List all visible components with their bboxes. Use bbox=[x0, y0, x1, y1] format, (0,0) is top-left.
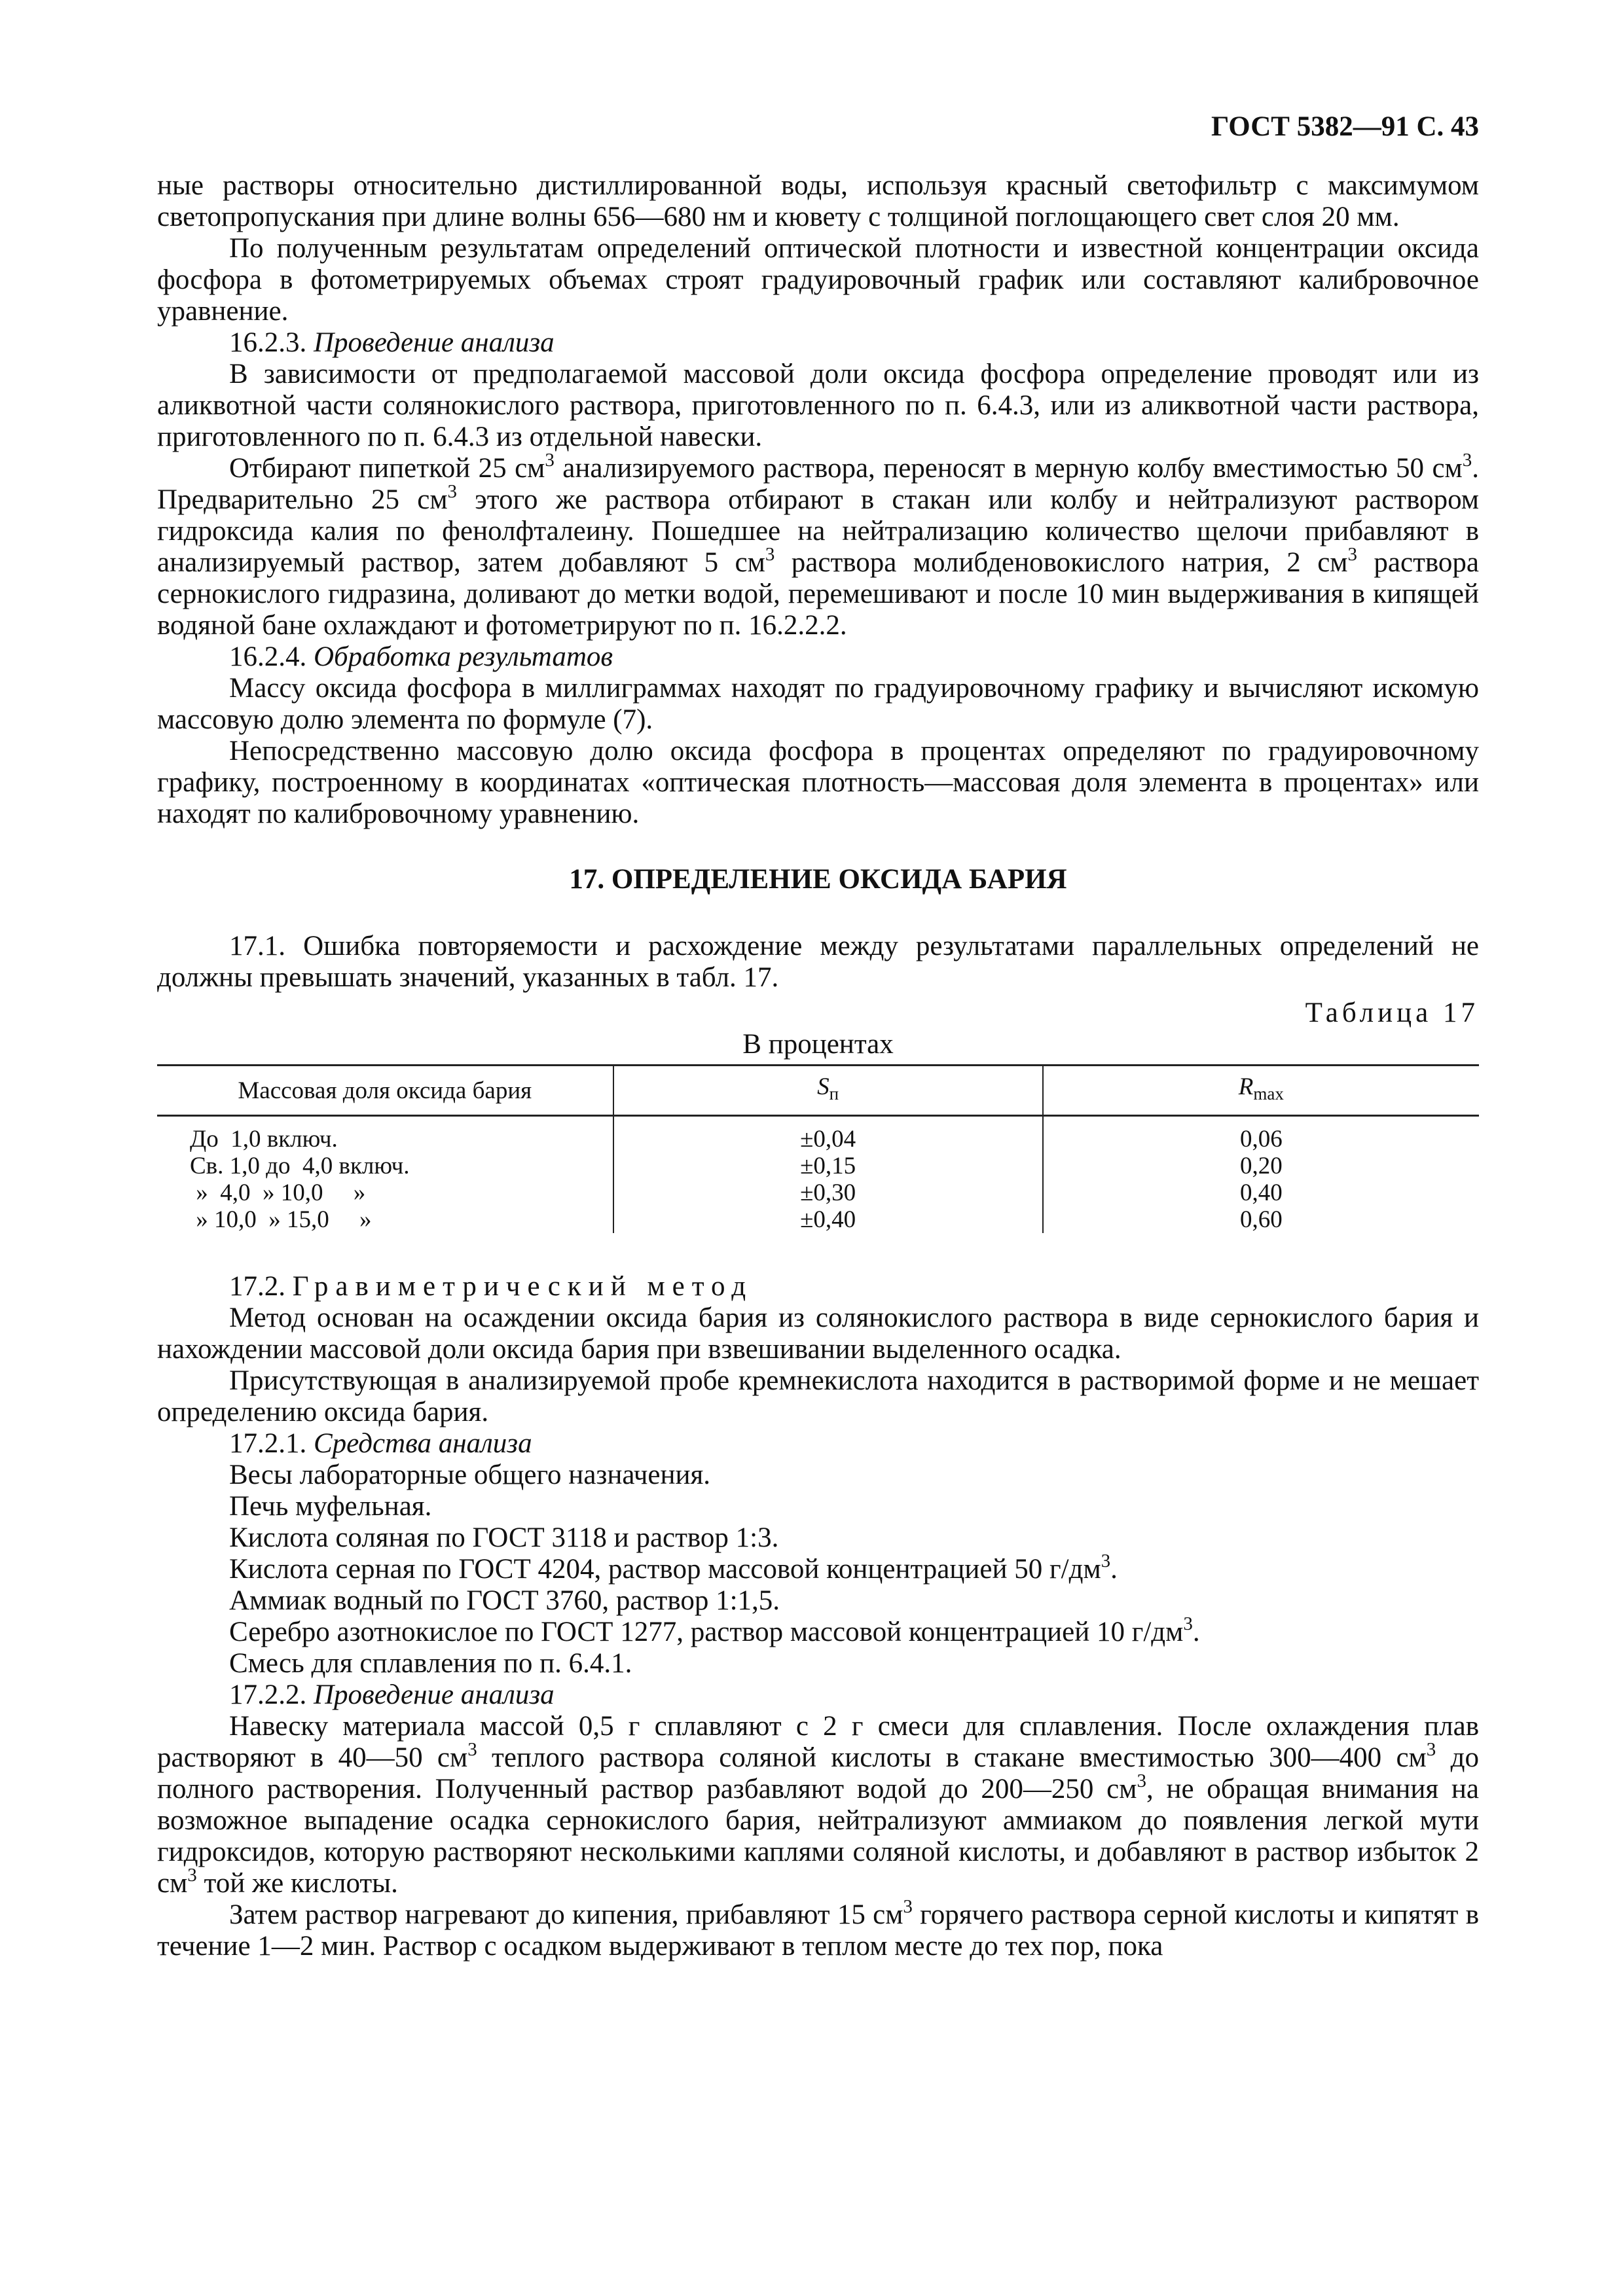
table-header-row bbox=[157, 1066, 1479, 1116]
paragraph: 17.1. Ошибка повторяемости и расхождение между результатами параллельных определений не должны превышать значений, указанных в табл. 17. bbox=[157, 931, 1479, 993]
table-cell: ±0,30 bbox=[800, 1179, 856, 1206]
subsection-title: Обработка результатов bbox=[314, 641, 613, 672]
table-cell: 0,06 bbox=[1239, 1126, 1283, 1153]
subsection-number: 16.2.3. bbox=[229, 327, 307, 358]
list-item: Кислота серная по ГОСТ 4204, раствор массовой концентрацией 50 $г/дм^3$. bbox=[229, 1551, 1118, 1585]
table-cell: 0,60 bbox=[1239, 1206, 1283, 1233]
table-cell: ±0,15 bbox=[800, 1153, 856, 1179]
subsection-title: Проведение анализа bbox=[314, 1679, 555, 1710]
paragraph: Затем раствор нагревают до кипения, прибавляют 15 $см^3$ горячего раствора серной кислоты и кипятят в течение 1—2 мин. Раствор с осадком выдерживают в теплом месте до тех пор, пока bbox=[157, 1896, 1479, 1962]
table-cell: ±0,04 bbox=[800, 1126, 856, 1153]
table-header-cell: $R_{max}$ bbox=[1043, 1066, 1479, 1116]
subsection-heading bbox=[157, 1679, 1479, 1711]
table-cell: Св. 1,0 до 4,0 включ. bbox=[190, 1153, 410, 1179]
paragraph: В зависимости от предполагаемой массовой доли оксида фосфора определение проводят или из аликвотной части солянокислого раствора, приготовленного по п. 6.4.3, или из аликвотной части раствора, приготовленного по п. 6.4.3 из отдельной навески. bbox=[157, 359, 1479, 452]
list-item: Весы лабораторные общего назначения. bbox=[229, 1460, 711, 1490]
paragraph: Метод основан на осаждении оксида бария из солянокислого раствора в виде сернокислого бария и нахождении массовой доли оксида бария при взвешивании выделенного осадка. bbox=[157, 1302, 1479, 1365]
list-item: Смесь для сплавления по п. 6.4.1. bbox=[229, 1648, 632, 1679]
subsection-number: 17.2.1. bbox=[229, 1428, 307, 1459]
paragraph: Присутствующая в анализируемой пробе кремнекислота находится в растворимой форме и не мешает определению оксида бария. bbox=[157, 1365, 1479, 1427]
data-table bbox=[157, 1064, 1479, 1233]
subsection-heading bbox=[157, 1428, 1479, 1460]
subsection-title: Средства анализа bbox=[314, 1428, 532, 1459]
paragraph: Непосредственно массовую долю оксида фосфора в процентах определяют по градуировочному графику, построенному в координатах «оптическая плотность—массовая доля элемента в процентах» или находят по калибровочному уравнению. bbox=[157, 736, 1479, 829]
paragraph: Массу оксида фосфора в миллиграммах находят по градуировочному графику и вычисляют искомую массовую долю элемента по формуле (7). bbox=[157, 673, 1479, 735]
table-cell: До 1,0 включ. bbox=[190, 1126, 338, 1153]
page-header: ГОСТ 5382—91 С. 43 bbox=[1211, 111, 1479, 142]
subsection-heading bbox=[157, 327, 1479, 359]
paragraph: Навеску материала массой 0,5 г сплавляют с 2 г смеси для сплавления. После охлаждения плав растворяют в 40—50 $см^3$ теплого раствора соляной кислоты в стакане вместимостью 300—400 $см^3$ до полного растворения. Полученный раствор разбавляют водой до 200—250 $см^3$, не обращая внимания на возможное выпадение осадка сернокислого бария, нейтрализуют аммиаком до появления легкой мути гидроксидов, которую растворяют несколькими каплями соляной кислоты, и добавляют в раствор избыток 2 $см^3$ той же кислоты. bbox=[157, 1711, 1479, 1899]
subsection-heading bbox=[157, 1271, 1479, 1302]
subsection-title: Гравиметрический метод bbox=[292, 1271, 754, 1302]
section-title: 17. ОПРЕДЕЛЕНИЕ ОКСИДА БАРИЯ bbox=[569, 864, 1067, 895]
subsection-number: 17.2. bbox=[229, 1271, 285, 1302]
table-cell: 0,40 bbox=[1239, 1179, 1283, 1206]
table-cell: 0,20 bbox=[1239, 1153, 1283, 1179]
table-row bbox=[157, 1116, 1479, 1234]
list-item: Аммиак водный по ГОСТ 3760, раствор 1:1,5. bbox=[229, 1585, 780, 1616]
list-item: Кислота соляная по ГОСТ 3118 и раствор 1:3. bbox=[229, 1522, 779, 1553]
table-units: В процентах bbox=[742, 1029, 894, 1060]
paragraph: По полученным результатам определений оптической плотности и известной концентрации оксида фосфора в фотометрируемых объемах строят градуировочный график или составляют калибровочное уравнение. bbox=[157, 233, 1479, 327]
table-cell: » 4,0 » 10,0 » bbox=[190, 1179, 366, 1206]
table-header-cell: $S_п$ bbox=[613, 1066, 1043, 1116]
subsection-number: 17.2.2. bbox=[229, 1679, 307, 1710]
table-cell: ±0,40 bbox=[800, 1206, 856, 1233]
table-caption: Таблица 17 bbox=[1305, 997, 1479, 1028]
subsection-title: Проведение анализа bbox=[314, 327, 555, 358]
subsection-heading bbox=[157, 641, 1479, 673]
subsection-number: 16.2.4. bbox=[229, 641, 307, 672]
table-cell: » 10,0 » 15,0 » bbox=[190, 1206, 372, 1233]
list-item: Серебро азотнокислое по ГОСТ 1277, раствор массовой концентрацией 10 $г/дм^3$. bbox=[229, 1613, 1200, 1647]
table-header-cell: Массовая доля оксида бария bbox=[157, 1066, 613, 1116]
paragraph: ные растворы относительно дистиллированной воды, используя красный светофильтр с максимумом светопропускания при длине волны 656—680 нм и кювету с толщиной поглощающего свет слоя 20 мм. bbox=[157, 170, 1479, 232]
paragraph: Отбирают пипеткой 25 $см^3$ анализируемого раствора, переносят в мерную колбу вместимостью 50 $см^3$. Предварительно 25 $см^3$ этого же раствора отбирают в стакан или колбу и нейтрализуют раствором гидроксида калия по фенолфталеину. Пошедшее на нейтрализацию количество щелочи прибавляют в анализируемый раствор, затем добавляют 5 $см^3$ раствора молибденовокислого натрия, 2 $см^3$ раствора сернокислого гидразина, доливают до метки водой, перемешивают и после 10 мин выдерживания в кипящей водяной бане охлаждают и фотометрируют по п. 16.2.2.2. bbox=[157, 450, 1479, 641]
list-item: Печь муфельная. bbox=[229, 1491, 432, 1522]
